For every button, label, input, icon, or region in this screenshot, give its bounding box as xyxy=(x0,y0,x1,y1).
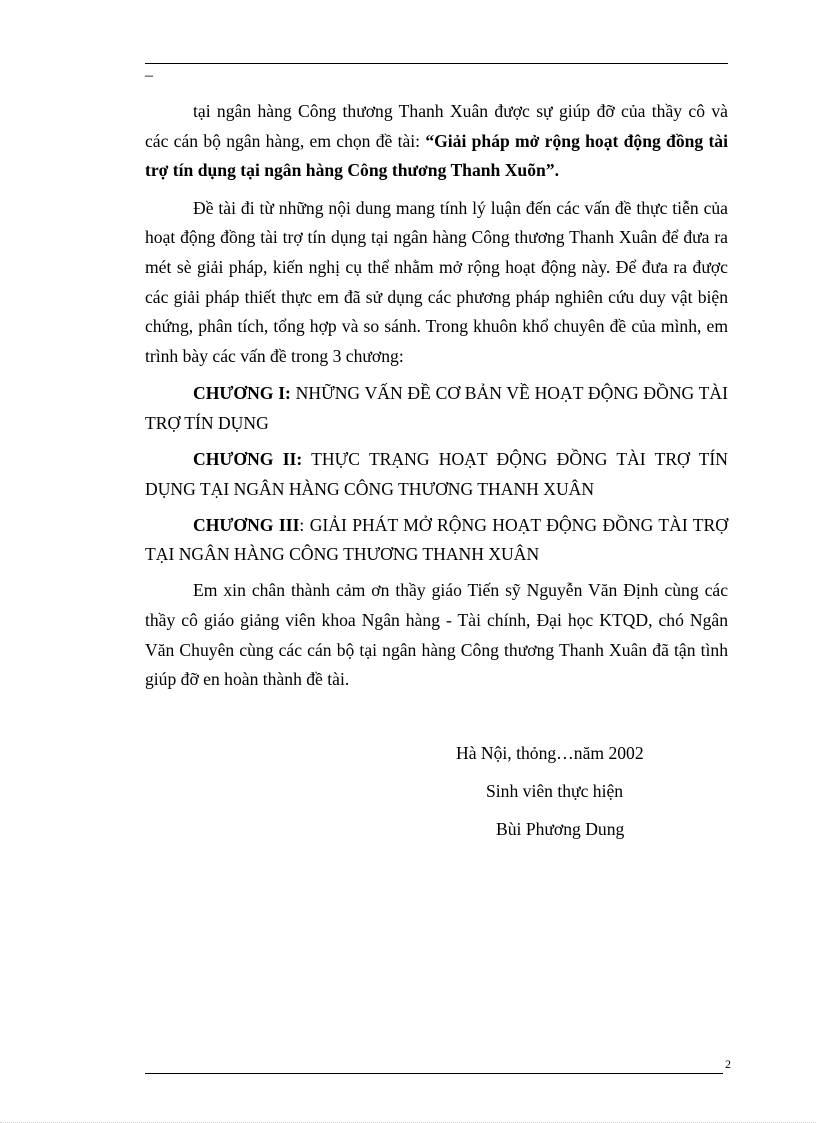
header-rule xyxy=(145,63,728,64)
chapter-3-label: CHƯƠNG III xyxy=(193,514,300,535)
thesis-title: “Giải pháp mở rộng hoạt động đồng tài trợ tín dụng tại ngân hàng Công thương Thanh Xuõn”. xyxy=(145,130,728,181)
document-body xyxy=(145,97,728,695)
scope-paragraph: Đề tài đi từ những nội dung mang tính lý luận đến các vấn đề thực tiễn của hoạt động đồng tài trợ tín dụng tại ngân hàng Công thương Thanh Xuân để đưa ra mét sè giải pháp, kiến nghị cụ thể nhằm mở rộng hoạt động này. Để đưa ra được các giải pháp thiết thực em đã sử dụng các phương pháp nghiên cứu duy vật biện chứng, phân tích, tổng hợp và so sánh. Trong khuôn khổ chuyên đề của mình, em trình bày các vấn đề trong 3 chương: xyxy=(145,197,728,367)
thanks-paragraph: Em xin chân thành cảm ơn thầy giáo Tiến sỹ Nguyễn Văn Định cùng các thầy cô giáo giảng viên khoa Ngân hàng - Tài chính, Đại học KTQD, chó Ngân Văn Chuyên cùng các cán bộ tại ngân hàng Công thương Thanh Xuân đã tận tình giúp đỡ en hoàn thành đề tài. xyxy=(145,580,728,690)
chapter-1-label: CHƯƠNG I: xyxy=(193,383,291,404)
signature-name: Bùi Phương Dung xyxy=(496,819,625,839)
chapter-1 xyxy=(145,379,728,438)
chapter-2 xyxy=(145,445,728,504)
signature-role: Sinh viên thực hiện xyxy=(486,781,624,801)
chapter-1-title: NHỮNG VẤN ĐỀ CƠ BẢN VỀ HOẠT ĐỘNG ĐỒNG TÀI TRỢ TÍN DỤNG xyxy=(145,383,728,434)
header-dash: – xyxy=(145,67,153,84)
chapter-2-label: CHƯƠNG II: xyxy=(193,448,303,469)
footer-rule xyxy=(145,1073,723,1074)
chapter-3-title: : GIẢI PHÁT MỞ RỘNG HOẠT ĐỘNG ĐỒNG TÀI TRỢ TẠI NGÂN HÀNG CÔNG THƯƠNG THANH XUÂN xyxy=(145,514,728,565)
signature-place-date: Hà Nội, thỏng…năm 2002 xyxy=(456,743,644,763)
chapter-2-title: THỰC TRẠNG HOẠT ĐỘNG ĐỒNG TÀI TRỢ TÍN DỤNG TẠI NGÂN HÀNG CÔNG THƯƠNG THANH XUÂN xyxy=(145,448,728,499)
page-number: 2 xyxy=(725,1057,731,1071)
chapter-3 xyxy=(145,511,728,570)
intro-text: tại ngân hàng Công thương Thanh Xuân được sự giúp đỡ của thầy cô và các cán bộ ngân hàng, em chọn đề tài: xyxy=(145,101,728,151)
intro-paragraph xyxy=(145,97,728,186)
